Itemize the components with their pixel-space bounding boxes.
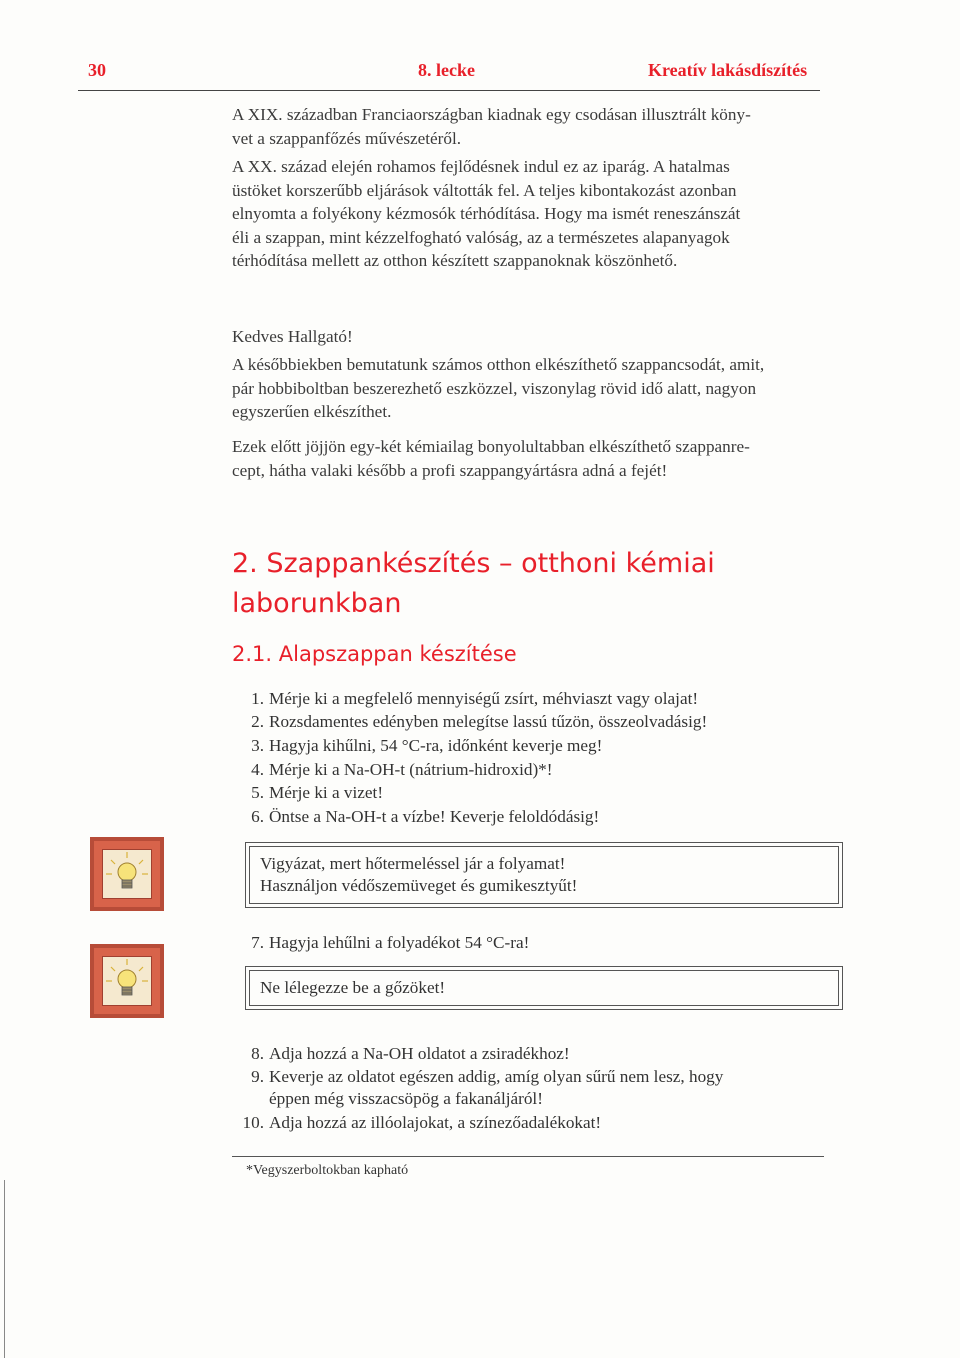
lightbulb-icon: [90, 944, 164, 1018]
paragraph-2: A XX. század elején rohamos fejlődésnek indul ez az iparág. A hatalmas üstöket korszerűbb eljárások váltották fel. A teljes kibontakozást azonban elnyomta a folyékony kézmosók térhódítása. Hogy ma ismét reneszánszát éli a szappan, mint kézzelfogható valóság, az a természetes alapanyagok térhódítása mellett az otthon készített szappanoknak köszönhető.: [232, 157, 741, 270]
list-item: 1. Mérje ki a megfelelő mennyiségű zsírt, méhviaszt vagy olajat!: [251, 689, 699, 708]
footnote-rule: [232, 1156, 824, 1157]
warning-box: Ne lélegezze be a gőzöket!: [249, 970, 839, 1006]
paragraph-1: A XIX. században Franciaországban kiadnak egy csodásan illusztrált köny- vet a szappanfőzés művészetéről.: [232, 105, 751, 148]
page-number: 30: [88, 60, 106, 80]
list-item: 8. Adja hozzá a Na-OH oldatot a zsiradékhoz!: [251, 1044, 570, 1063]
course-title: Kreatív lakásdíszítés: [648, 60, 808, 80]
header-rule: [78, 90, 820, 91]
paragraph-3: A későbbiekben bemutatunk számos otthon elkészíthető szappancsodát, amit, pár hobbiboltban beszerezhető eszközzel, viszonylag rövid idő alatt, nagyon egyszerűen elkészíthet.: [232, 355, 765, 421]
warning-box: Vigyázat, mert hőtermeléssel jár a folyamat! Használjon védőszemüveget és gumikesztyűt!: [249, 846, 839, 904]
scan-margin-line: [4, 1180, 5, 1358]
list-item: 2. Rozsdamentes edényben melegítse lassú tűzön, összeolvadásig!: [251, 712, 708, 731]
section-subtitle: 2.1. Alapszappan készítése: [232, 642, 517, 666]
section-title: 2. Szappankészítés – otthoni kémiai laborunkban: [232, 548, 715, 619]
lightbulb-icon: [90, 837, 164, 911]
lesson-label: 8. lecke: [418, 60, 475, 80]
list-item: 4. Mérje ki a Na-OH-t (nátrium-hidroxid)*!: [251, 760, 553, 779]
salutation: Kedves Hallgató!: [232, 327, 353, 346]
list-item: 5. Mérje ki a vizet!: [251, 783, 384, 802]
list-item: 3. Hagyja kihűlni, 54 °C-ra, időnként keverje meg!: [251, 736, 603, 755]
paragraph-4: Ezek előtt jöjjön egy-két kémiailag bonyolultabban elkészíthető szappanre- cept, hátha valaki később a profi szappangyártásra adná a fejét!: [232, 437, 750, 480]
footnote: *Vegyszerboltokban kapható: [246, 1163, 409, 1178]
list-item: 10. Adja hozzá az illóolajokat, a színezőadalékokat!: [242, 1113, 602, 1132]
list-item: 9. Keverje az oldatot egészen addig, amíg olyan sűrű nem lesz, hogy éppen még visszacsöpög a fakanáljáról!: [251, 1067, 724, 1108]
list-item: 6. Öntse a Na-OH-t a vízbe! Keverje feloldódásig!: [251, 807, 600, 826]
list-item: 7. Hagyja lehűlni a folyadékot 54 °C-ra!: [251, 933, 530, 952]
